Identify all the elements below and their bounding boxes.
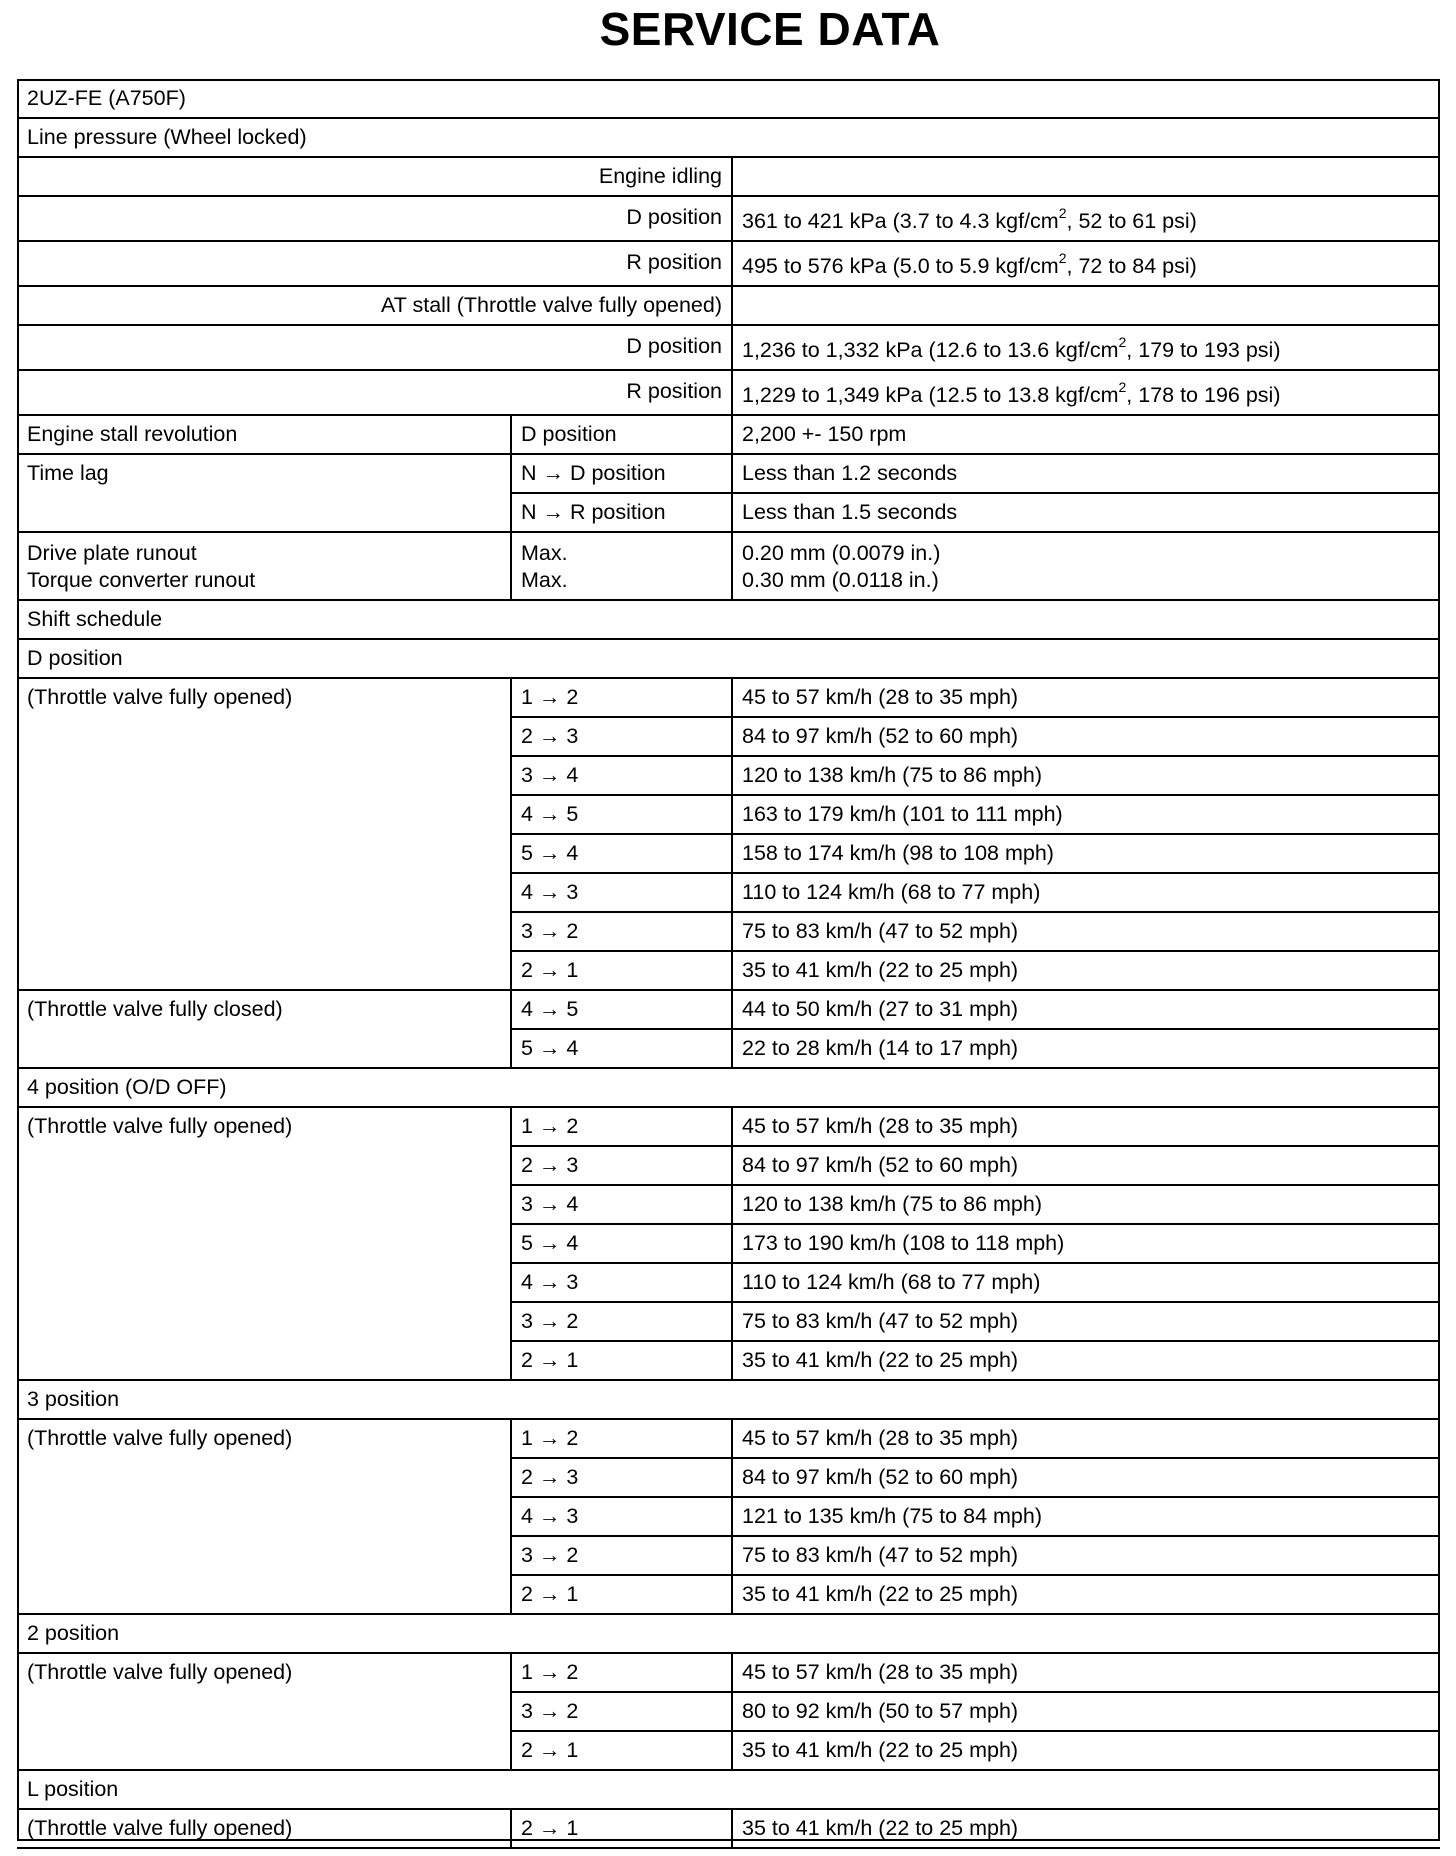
engine-idling-r-position-label: R position xyxy=(626,250,722,274)
throttle-condition-label: (Throttle valve fully opened) xyxy=(27,1426,293,1450)
throttle-condition-label: (Throttle valve fully opened) xyxy=(27,685,293,709)
shift-speed-value: 45 to 57 km/h (28 to 35 mph) xyxy=(742,1426,1019,1450)
row-divider xyxy=(511,1496,1440,1498)
column-divider xyxy=(731,286,733,415)
column-divider xyxy=(731,1809,733,1848)
shift-change: 1 → 2 xyxy=(521,1426,579,1450)
shift-change: 4 → 3 xyxy=(521,1270,579,1294)
shift-change: 5 → 4 xyxy=(521,1036,579,1060)
shift-speed-value: 84 to 97 km/h (52 to 60 mph) xyxy=(742,1465,1019,1489)
shift-speed-value: 173 to 190 km/h (108 to 118 mph) xyxy=(742,1231,1065,1255)
shift-change: 4 → 5 xyxy=(521,997,579,1021)
shift-change: 2 → 1 xyxy=(521,1348,579,1372)
shift-speed-value: 45 to 57 km/h (28 to 35 mph) xyxy=(742,1114,1019,1138)
row-divider xyxy=(17,369,1440,371)
row-divider xyxy=(17,1418,1440,1420)
row-divider xyxy=(511,755,1440,757)
shift-speed-value: 75 to 83 km/h (47 to 52 mph) xyxy=(742,1309,1019,1333)
shift-position-heading: L position xyxy=(27,1777,119,1801)
row-divider xyxy=(17,1067,1440,1069)
shift-speed-value: 120 to 138 km/h (75 to 86 mph) xyxy=(742,1192,1042,1216)
shift-speed-value: 35 to 41 km/h (22 to 25 mph) xyxy=(742,958,1019,982)
row-divider xyxy=(511,1145,1440,1147)
shift-speed-value: 158 to 174 km/h (98 to 108 mph) xyxy=(742,841,1054,865)
shift-position-heading: D position xyxy=(27,646,123,670)
row-divider xyxy=(511,1457,1440,1459)
engine-stall-label: Engine stall revolution xyxy=(27,422,238,446)
engine-idling-r-position-value: 495 to 576 kPa (5.0 to 5.9 kgf/$cm^2$, 72 to 84 psi) xyxy=(742,250,1197,278)
engine-stall-value: 2,200 +- 150 rpm xyxy=(742,422,907,446)
line-pressure-heading: Line pressure (Wheel locked) xyxy=(27,125,307,149)
torque-converter-runout-value: 0.30 mm (0.0118 in.) xyxy=(742,568,939,592)
time-lag-condition: N → D position xyxy=(521,461,666,485)
column-divider xyxy=(731,532,733,600)
shift-speed-value: 84 to 97 km/h (52 to 60 mph) xyxy=(742,1153,1019,1177)
shift-change: 4 → 3 xyxy=(521,880,579,904)
time-lag-value: Less than 1.2 seconds xyxy=(742,461,958,485)
row-divider xyxy=(17,195,1440,197)
shift-speed-value: 121 to 135 km/h (75 to 84 mph) xyxy=(742,1504,1042,1528)
shift-schedule-heading: Shift schedule xyxy=(27,607,163,631)
time-lag-value: Less than 1.5 seconds xyxy=(742,500,958,524)
shift-speed-value: 80 to 92 km/h (50 to 57 mph) xyxy=(742,1699,1019,1723)
shift-change: 2 → 1 xyxy=(521,1582,579,1606)
column-divider xyxy=(510,1653,512,1770)
shift-change: 2 → 1 xyxy=(521,958,579,982)
column-divider xyxy=(731,1107,733,1380)
shift-speed-value: 75 to 83 km/h (47 to 52 mph) xyxy=(742,919,1019,943)
column-divider xyxy=(510,990,512,1068)
row-divider xyxy=(511,716,1440,718)
shift-position-heading: 3 position xyxy=(27,1387,120,1411)
shift-change: 3 → 4 xyxy=(521,763,579,787)
shift-speed-value: 163 to 179 km/h (101 to 111 mph) xyxy=(742,802,1063,826)
row-divider xyxy=(511,1574,1440,1576)
shift-change: 3 → 2 xyxy=(521,1543,579,1567)
row-divider xyxy=(17,1769,1440,1771)
column-divider xyxy=(731,678,733,990)
shift-change: 2 → 3 xyxy=(521,1465,579,1489)
engine-idling-d-position-label: D position xyxy=(626,205,722,229)
row-divider xyxy=(17,677,1440,679)
row-divider xyxy=(511,1028,1440,1030)
row-divider xyxy=(17,989,1440,991)
service-data-table xyxy=(17,79,1440,1841)
shift-speed-value: 110 to 124 km/h (68 to 77 mph) xyxy=(742,1270,1041,1294)
row-divider xyxy=(511,911,1440,913)
torque-converter-runout-label: Torque converter runout xyxy=(27,568,256,592)
column-divider xyxy=(731,990,733,1068)
row-divider xyxy=(17,285,1440,287)
shift-change: 2 → 1 xyxy=(521,1816,579,1840)
shift-change: 1 → 2 xyxy=(521,1114,579,1138)
row-divider xyxy=(17,599,1440,601)
row-divider xyxy=(511,950,1440,952)
shift-change: 3 → 4 xyxy=(521,1192,579,1216)
row-divider xyxy=(17,324,1440,326)
column-divider xyxy=(510,1809,512,1848)
column-divider xyxy=(731,157,733,286)
shift-change: 3 → 2 xyxy=(521,919,579,943)
row-divider xyxy=(17,240,1440,242)
row-divider xyxy=(17,1652,1440,1654)
model-label: 2UZ-FE (A750F) xyxy=(27,86,186,110)
shift-speed-value: 84 to 97 km/h (52 to 60 mph) xyxy=(742,724,1019,748)
row-divider xyxy=(17,156,1440,158)
shift-speed-value: 22 to 28 km/h (14 to 17 mph) xyxy=(742,1036,1019,1060)
time-lag-label: Time lag xyxy=(27,461,109,485)
drive-plate-runout-condition: Max. xyxy=(521,541,568,565)
engine-idling-label: Engine idling xyxy=(598,164,722,188)
time-lag-condition: N → R position xyxy=(521,500,666,524)
row-divider xyxy=(17,531,1440,533)
shift-change: 4 → 5 xyxy=(521,802,579,826)
throttle-condition-label: (Throttle valve fully opened) xyxy=(27,1114,293,1138)
page-title: SERVICE DATA xyxy=(599,3,941,55)
row-divider xyxy=(511,1184,1440,1186)
throttle-condition-label: (Throttle valve fully opened) xyxy=(27,1816,293,1840)
row-divider xyxy=(511,1301,1440,1303)
column-divider xyxy=(731,415,733,454)
row-divider xyxy=(511,1535,1440,1537)
row-divider xyxy=(511,872,1440,874)
column-divider xyxy=(510,532,512,600)
at-stall-label: AT stall (Throttle valve fully opened) xyxy=(381,293,722,317)
shift-position-heading: 2 position xyxy=(27,1621,120,1645)
row-divider xyxy=(17,1808,1440,1810)
at-stall-r-position-value: 1,229 to 1,349 kPa (12.5 to 13.8 kgf/$cm^2$, 178 to 196 psi) xyxy=(742,379,1281,407)
row-divider xyxy=(511,1340,1440,1342)
shift-speed-value: 44 to 50 km/h (27 to 31 mph) xyxy=(742,997,1019,1021)
row-divider xyxy=(511,1691,1440,1693)
engine-idling-d-position-value: 361 to 421 kPa (3.7 to 4.3 kgf/$cm^2$, 52 to 61 psi) xyxy=(742,205,1197,233)
shift-position-heading: 4 position (O/D OFF) xyxy=(27,1075,227,1099)
throttle-condition-label: (Throttle valve fully opened) xyxy=(27,1660,293,1684)
shift-speed-value: 120 to 138 km/h (75 to 86 mph) xyxy=(742,763,1042,787)
row-divider xyxy=(17,1847,1440,1849)
shift-change: 2 → 1 xyxy=(521,1738,579,1762)
row-divider xyxy=(511,1223,1440,1225)
engine-stall-condition: D position xyxy=(521,422,617,446)
shift-change: 3 → 2 xyxy=(521,1699,579,1723)
shift-change: 5 → 4 xyxy=(521,841,579,865)
shift-change: 5 → 4 xyxy=(521,1231,579,1255)
at-stall-d-position-value: 1,236 to 1,332 kPa (12.6 to 13.6 kgf/$cm^2$, 179 to 193 psi) xyxy=(742,334,1281,362)
shift-change: 4 → 3 xyxy=(521,1504,579,1528)
torque-converter-runout-condition: Max. xyxy=(521,568,568,592)
shift-speed-value: 35 to 41 km/h (22 to 25 mph) xyxy=(742,1816,1019,1840)
row-divider xyxy=(511,1730,1440,1732)
row-divider xyxy=(511,1262,1440,1264)
shift-speed-value: 35 to 41 km/h (22 to 25 mph) xyxy=(742,1582,1019,1606)
column-divider xyxy=(510,415,512,454)
shift-speed-value: 45 to 57 km/h (28 to 35 mph) xyxy=(742,1660,1019,1684)
row-divider xyxy=(17,414,1440,416)
shift-change: 2 → 3 xyxy=(521,1153,579,1177)
at-stall-r-position-label: R position xyxy=(626,379,722,403)
shift-change: 2 → 3 xyxy=(521,724,579,748)
at-stall-d-position-label: D position xyxy=(626,334,722,358)
column-divider xyxy=(510,1419,512,1614)
column-divider xyxy=(731,1419,733,1614)
shift-speed-value: 35 to 41 km/h (22 to 25 mph) xyxy=(742,1738,1019,1762)
row-divider xyxy=(511,833,1440,835)
shift-change: 1 → 2 xyxy=(521,1660,579,1684)
shift-change: 1 → 2 xyxy=(521,685,579,709)
row-divider xyxy=(17,117,1440,119)
shift-speed-value: 75 to 83 km/h (47 to 52 mph) xyxy=(742,1543,1019,1567)
row-divider xyxy=(17,1613,1440,1615)
row-divider xyxy=(17,1106,1440,1108)
shift-speed-value: 110 to 124 km/h (68 to 77 mph) xyxy=(742,880,1041,904)
row-divider xyxy=(511,492,1440,494)
shift-change: 3 → 2 xyxy=(521,1309,579,1333)
row-divider xyxy=(17,1379,1440,1381)
column-divider xyxy=(510,1107,512,1380)
column-divider xyxy=(731,1653,733,1770)
column-divider xyxy=(510,454,512,532)
row-divider xyxy=(17,638,1440,640)
drive-plate-runout-label: Drive plate runout xyxy=(27,541,197,565)
throttle-condition-label: (Throttle valve fully closed) xyxy=(27,997,283,1021)
column-divider xyxy=(731,454,733,532)
row-divider xyxy=(17,453,1440,455)
shift-speed-value: 35 to 41 km/h (22 to 25 mph) xyxy=(742,1348,1019,1372)
shift-speed-value: 45 to 57 km/h (28 to 35 mph) xyxy=(742,685,1019,709)
row-divider xyxy=(511,794,1440,796)
drive-plate-runout-value: 0.20 mm (0.0079 in.) xyxy=(742,541,941,565)
column-divider xyxy=(510,678,512,990)
